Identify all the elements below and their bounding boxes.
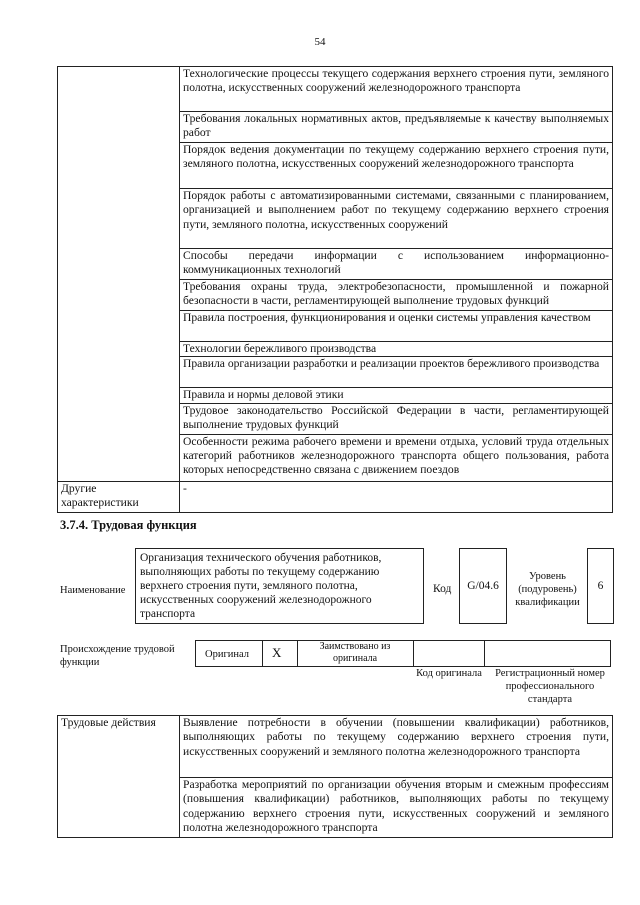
origin-label: Происхождение трудовой функции: [60, 644, 175, 668]
section-title: 3.7.4. Трудовая функция: [60, 518, 197, 532]
code-value: G/04.6: [467, 580, 499, 592]
origin-divider: [484, 640, 485, 667]
table-row: Способы передачи информации с использованием информационно-коммуникационных технологий: [180, 249, 613, 280]
table-row: Порядок работы с автоматизированными системами, связанными с планированием, организацией и выполнением работ по текущему содержанию верхнего строения пути, земляного полотна, искусственных сооружений: [180, 189, 613, 249]
name-label: Наименование: [60, 585, 126, 596]
table-row: Выявление потребности в обучении (повышении квалификации) работников, выполняющих работы по текущему содержанию верхнего строения пути, искусственных сооружений и земляного полотна железнодорожного транспорта: [180, 716, 613, 778]
function-name-box: [135, 548, 424, 624]
code-original-caption: Код оригинала: [416, 668, 482, 679]
original-mark: X: [272, 645, 282, 660]
code-value-box: [459, 548, 507, 624]
table-label-cell: [58, 67, 180, 482]
other-characteristics-label: Другие характеристики: [58, 481, 180, 512]
actions-label: Трудовые действия: [58, 716, 180, 838]
table-row: Технологические процессы текущего содержания верхнего строения пути, земляного полотна, искусственных сооружений железнодорожного транспорта: [180, 67, 613, 112]
table-row: Правила построения, функционирования и оценки системы управления качеством: [180, 311, 613, 342]
table-row: Разработка мероприятий по организации обучения вторым и смежным профессиям (повышения квалификации) работников, выполняющих работы по текущему содержанию верхнего строения пути, искусственных сооружений и земляного полотна железнодорожного транспорта: [180, 778, 613, 838]
knowledge-table: [57, 66, 613, 513]
code-label: Код: [433, 583, 452, 595]
level-value: 6: [597, 580, 604, 592]
origin-divider: [297, 640, 298, 667]
function-name: Организация технического обучения работников, выполняющих работы по текущему содержанию верхнего строения пути, земляного полотна, искусственных сооружений железнодорожного транспорта: [140, 552, 382, 620]
actions-table: [57, 715, 613, 838]
origin-divider: [413, 640, 414, 667]
origin-divider: [262, 640, 263, 667]
table-row: Правила и нормы деловой этики: [180, 388, 613, 403]
table-row: Требования локальных нормативных актов, предъявляемые к качеству выполняемых работ: [180, 112, 613, 143]
table-row: Особенности режима рабочего времени и времени отдыха, условий труда отдельных категорий работников железнодорожного транспорта общего пользования, работа которых непосредственно связана с движением поездов: [180, 434, 613, 481]
table-row: Трудовое законодательство Российской Федерации в части, регламентирующей выполнение трудовых функций: [180, 403, 613, 434]
reg-number-caption: Регистрационный номер профессионального стандарта: [495, 668, 605, 705]
table-row: Требования охраны труда, электробезопасности, промышленной и пожарной безопасности в части, регламентирующей выполнение трудовых функций: [180, 280, 613, 311]
table-row: Правила организации разработки и реализации проектов бережливого производства: [180, 357, 613, 388]
table-row: Технологии бережливого производства: [180, 342, 613, 357]
page-number: 54: [314, 36, 326, 48]
table-row: Порядок ведения документации по текущему содержанию верхнего строения пути, земляного полотна, искусственных сооружений железнодорожного транспорта: [180, 143, 613, 189]
original-label: Оригинал: [205, 649, 249, 660]
level-value-box: [587, 548, 614, 624]
borrowed-label: Заимствовано из оригинала: [319, 641, 391, 664]
other-characteristics-value: -: [180, 481, 613, 512]
level-label: Уровень (подуровень) квалификации: [515, 571, 580, 608]
